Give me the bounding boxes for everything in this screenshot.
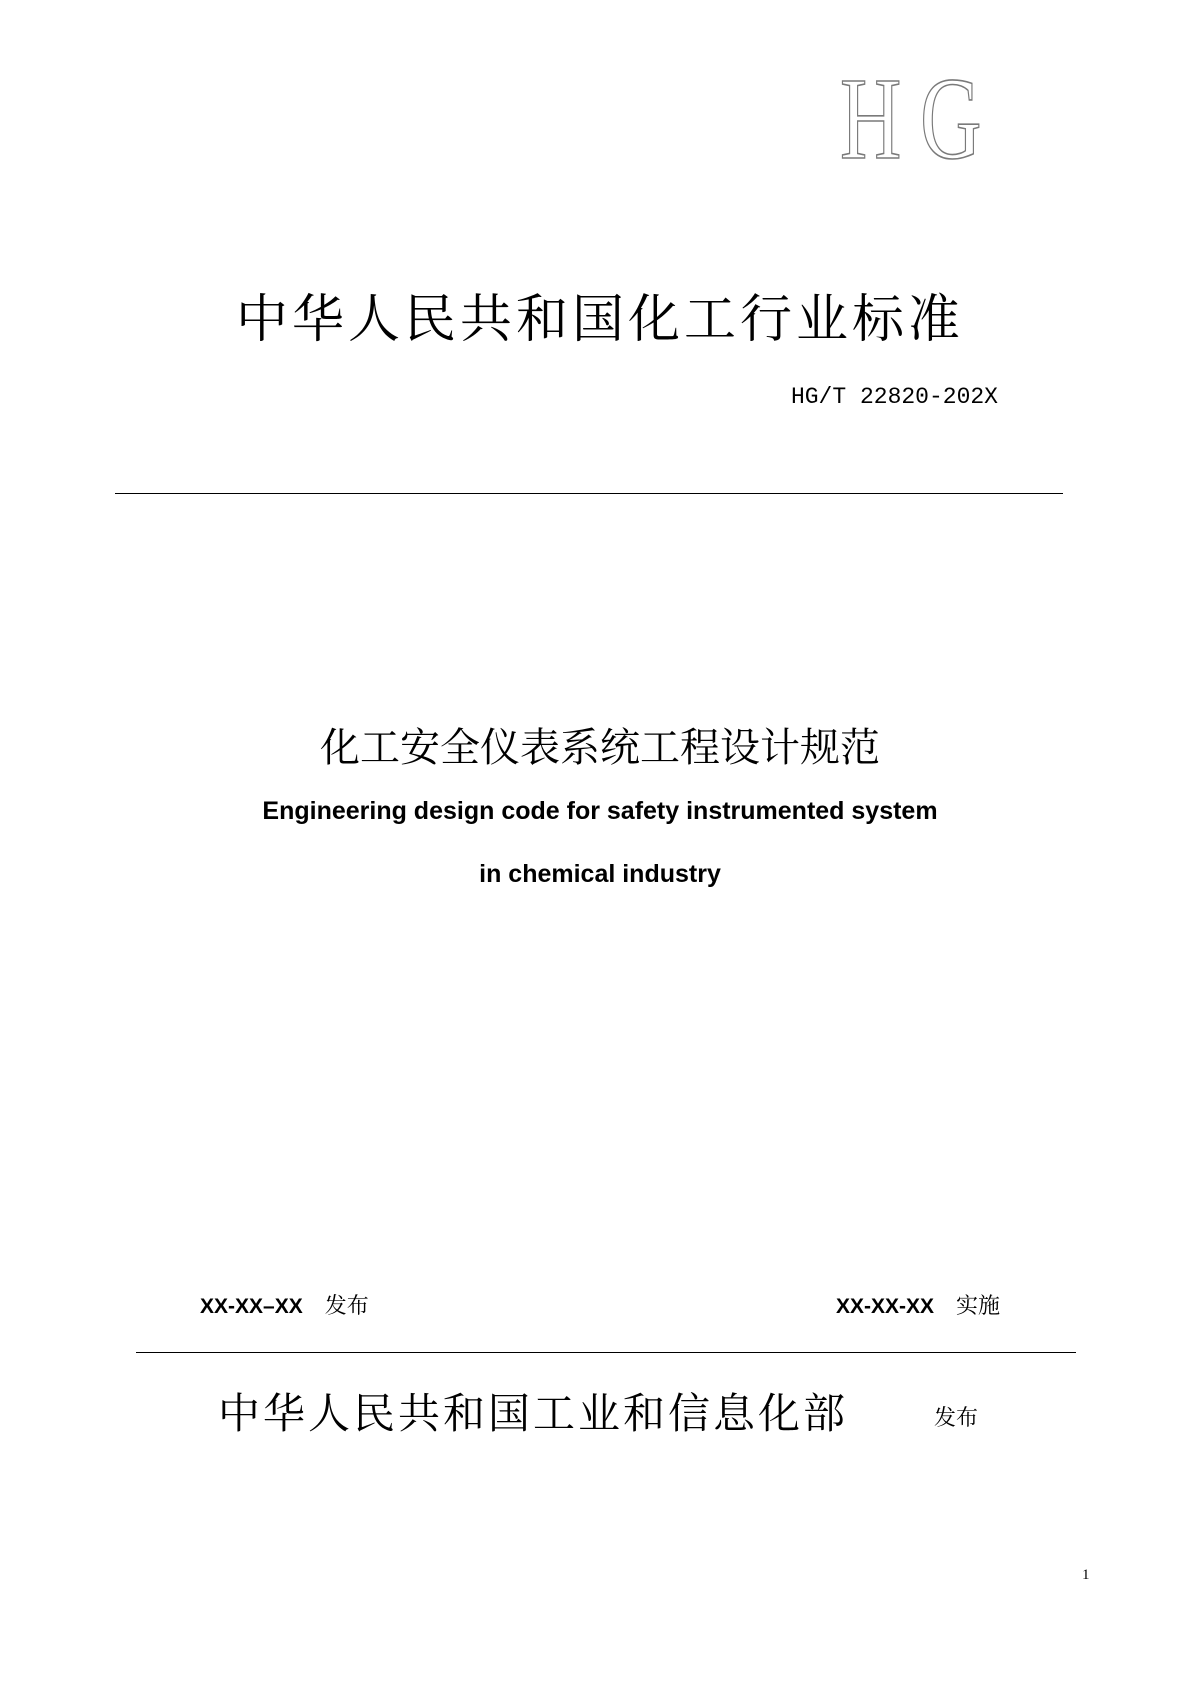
implement-date: XX-XX-XX — [836, 1295, 935, 1318]
standard-name: 中华人民共和国化工行业标准 — [235, 290, 964, 350]
bottom-divider — [136, 1352, 1076, 1353]
document-title-english-line2: in chemical industry — [479, 860, 721, 888]
standard-number: HG/T 22820-202X — [790, 384, 998, 410]
page-number: 1 — [1082, 1567, 1090, 1583]
publisher-label: 发布 — [934, 1406, 979, 1431]
top-divider — [115, 493, 1063, 494]
issue-date: XX-XX–XX — [200, 1295, 303, 1318]
document-title-english-line1: Engineering design code for safety instrumented system — [262, 797, 938, 825]
issue-date-block — [200, 1296, 369, 1318]
hg-logo: HG — [840, 53, 1001, 184]
publisher-name: 中华人民共和国工业和信息化部 — [218, 1389, 849, 1438]
implement-date-block — [836, 1296, 1000, 1318]
issue-label: 发布 — [324, 1294, 369, 1319]
document-title-chinese: 化工安全仪表系统工程设计规范 — [320, 725, 880, 771]
implement-label: 实施 — [956, 1294, 1001, 1319]
